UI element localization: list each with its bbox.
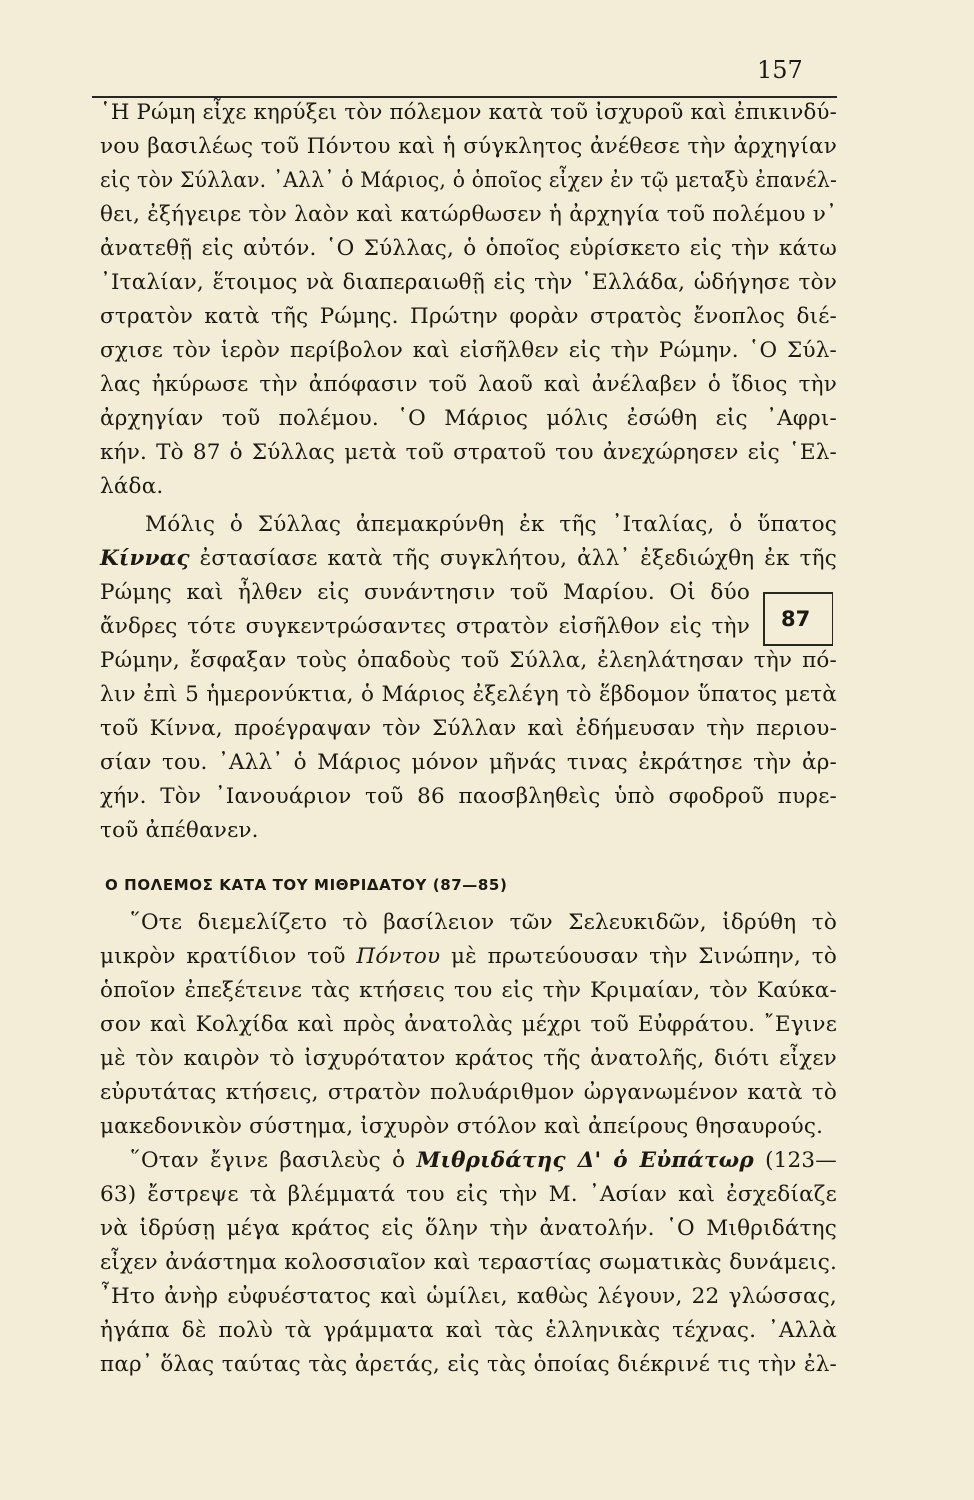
- text-span: ἀνατεθῇ εἰς αὐτόν. ῾Ο Σύλλας, ὁ ὁποῖος εὑρίσκετο εἰς τὴν κάτω: [100, 236, 838, 261]
- text-line: [100, 580, 750, 605]
- text-span: εὐρυτάτας κτήσεις, στρατὸν πολυάριθμον ὠργανωμένον κατὰ τὸ: [100, 1080, 837, 1105]
- text-line: [100, 750, 837, 775]
- text-span: ῞Οταν ἔγινε βασιλεὺς ὁ: [130, 1148, 417, 1173]
- text-span: σχισε τὸν ἱερὸν περίβολον καὶ εἰσῆλθεν εἰς τὴν Ρώμην. ῾Ο Σύλ-: [100, 338, 838, 363]
- text-line: [100, 1046, 837, 1071]
- text-span: λιν ἐπὶ 5 ἡμερονύκτια, ὁ Μάριος ἐξελέγη τὸ ἕβδομον ὕπατος μετὰ: [100, 682, 838, 707]
- text-span: ᾿Ιταλίαν, ἕτοιμος νὰ διαπεραιωθῇ εἰς τὴν ῾Ελλάδα, ὡδήγησε τὸν: [100, 270, 838, 295]
- text-span: μακεδονικὸν σύστημα, ἰσχυρὸν στόλον καὶ ἀπείρους θησαυρούς.: [100, 1114, 824, 1139]
- text-span: (123—: [753, 1148, 837, 1173]
- text-line: [130, 1148, 837, 1173]
- text-span: κήν. Τὸ 87 ὁ Σύλλας μετὰ τοῦ στρατοῦ του ἀνεχώρησεν εἰς ῾Ελ-: [100, 440, 838, 465]
- header-rule: [92, 96, 837, 98]
- bold-term: Κίννας: [100, 546, 190, 571]
- text-span: ἐστασίασε κατὰ τῆς συγκλήτου, ἀλλ᾿ ἐξεδιώχθη ἐκ τῆς: [189, 546, 838, 571]
- text-line: [100, 100, 837, 125]
- text-span: παρ᾿ ὅλας ταύτας τὰς ἀρετάς, εἰς τὰς ὁποίας διέκρινέ τις τὴν ἐλ-: [100, 1352, 838, 1377]
- text-line: [100, 168, 837, 193]
- section-heading: Ο ΠΟΛΕΜΟΣ ΚΑΤΑ ΤΟΥ ΜΙΘΡΙΔΑΤΟΥ (87—85): [105, 876, 508, 894]
- text-span: ῏Ητο ἀνὴρ εὐφυέστατος καὶ ὡμίλει, καθὼς λέγουν, 22 γλώσσας,: [100, 1284, 837, 1309]
- text-span: τοῦ ἀπέθανεν.: [100, 818, 259, 843]
- text-span: σον καὶ Κολχίδα καὶ πρὸς ἀνατολὰς μέχρι τοῦ Εὐφράτου. ῎Εγινε: [100, 1012, 838, 1037]
- text-line: [100, 784, 837, 809]
- text-line: [100, 406, 837, 431]
- text-span: Μόλις ὁ Σύλλας ἀπεμακρύνθη ἐκ τῆς ᾿Ιταλίας, ὁ ὕπατος: [145, 512, 838, 537]
- text-line: [100, 546, 837, 571]
- text-span: ἀρχηγίαν τοῦ πολέμου. ῾Ο Μάριος μόλις ἐσώθη εἰς ᾿Αφρι-: [100, 406, 837, 431]
- text-span: εἰς τὸν Σύλλαν. ᾿Αλλ᾿ ὁ Μάριος, ὁ ὁποῖος εἶχεν ἐν τῷ μεταξὺ ἐπανέλ-: [100, 168, 837, 193]
- italic-term: Πόντου: [356, 944, 441, 969]
- text-line: [130, 910, 837, 935]
- text-span: μὲ τὸν καιρὸν τὸ ἰσχυρότατον κράτος τῆς ἀνατολῆς, διότι εἶχεν: [100, 1046, 837, 1071]
- text-span: εἶχεν ἀνάστημα κολοσσιαῖον καὶ τεραστίας σωματικὰς δυνάμεις.: [100, 1250, 838, 1275]
- text-span: Ρώμης καὶ ἦλθεν εἰς συνάντησιν τοῦ Μαρίου. Οἱ δύο: [100, 580, 750, 605]
- text-span: στρατὸν κατὰ τῆς Ρώμης. Πρώτην φορὰν στρατὸς ἔνοπλος διέ-: [100, 304, 838, 329]
- text-line: [100, 1284, 837, 1309]
- text-span: μὲ πρωτεύουσαν τὴν Σινώπην, τὸ: [440, 944, 837, 969]
- text-line: [100, 1182, 837, 1207]
- text-line: [100, 1080, 837, 1105]
- text-span: τοῦ Κίννα, προέγραψαν τὸν Σύλλαν καὶ ἐδήμευσαν τὴν περιου-: [100, 716, 838, 741]
- text-line: [100, 648, 837, 673]
- text-span: λας ἠκύρωσε τὴν ἀπόφασιν τοῦ λαοῦ καὶ ἀνέλαβεν ὁ ἴδιος τὴν: [100, 372, 838, 397]
- text-span: ἠγάπα δὲ πολὺ τὰ γράμματα καὶ τὰς ἑλληνικὰς τέχνας. ᾿Αλλὰ: [100, 1318, 837, 1343]
- text-line: [145, 512, 837, 537]
- text-line: [100, 978, 837, 1003]
- text-line: [100, 304, 837, 329]
- page-number: 157: [757, 56, 803, 84]
- text-span: ἄνδρες τότε συγκεντρώσαντες στρατὸν εἰσῆλθον εἰς τὴν: [100, 614, 750, 639]
- text-line: [100, 270, 837, 295]
- bold-term: Μιθριδάτης Δ' ὁ Εὐπάτωρ: [416, 1148, 754, 1173]
- text-line: [100, 372, 837, 397]
- text-line: [100, 338, 837, 363]
- text-span: ῞Οτε διεμελίζετο τὸ βασίλειον τῶν Σελευκιδῶν, ἱδρύθη τὸ: [130, 910, 837, 935]
- text-span: νου βασιλέως τοῦ Πόντου καὶ ἡ σύγκλητος ἀνέθεσε τὴν ἀρχηγίαν: [100, 134, 837, 159]
- text-line: [100, 474, 163, 499]
- text-line: [100, 614, 750, 639]
- text-line: [100, 682, 837, 707]
- text-line: [100, 440, 837, 465]
- text-line: [100, 134, 837, 159]
- text-line: [100, 1250, 837, 1275]
- text-span: σίαν του. ᾿Αλλ᾿ ὁ Μάριος μόνον μῆνάς τινας ἐκράτησε τὴν ἀρ-: [100, 750, 838, 775]
- margin-note: 87: [781, 607, 811, 631]
- text-span: χήν. Τὸν ᾿Ιανουάριον τοῦ 86 παοσβληθεὶς ὑπὸ σφοδροῦ πυρε-: [100, 784, 838, 809]
- text-line: [100, 1114, 823, 1139]
- text-span: ῾Η Ρώμη εἶχε κηρύξει τὸν πόλεμον κατὰ τοῦ ἰσχυροῦ καὶ ἐπικινδύ-: [100, 100, 838, 125]
- text-line: [100, 1012, 837, 1037]
- text-line: [100, 1318, 837, 1343]
- text-line: [100, 1352, 837, 1377]
- text-span: ὁποῖον ἐπεξέτεινε τὰς κτήσεις του εἰς τὴν Κριμαίαν, τὸν Καύκα-: [100, 978, 837, 1003]
- text-line: [100, 716, 837, 741]
- margin-note-box: [763, 592, 833, 646]
- text-line: [100, 944, 837, 969]
- text-line: [100, 236, 837, 261]
- text-span: θει, ἐξήγειρε τὸν λαὸν καὶ κατώρθωσεν ἡ ἀρχηγία τοῦ πολέμου ν᾿: [100, 202, 837, 227]
- text-line: [100, 818, 259, 843]
- text-line: [100, 1216, 837, 1241]
- text-span: Ρώμην, ἔσφαξαν τοὺς ὀπαδοὺς τοῦ Σύλλα, ἐλεηλάτησαν τὴν πό-: [100, 648, 838, 673]
- text-span: νὰ ἱδρύσῃ μέγα κράτος εἰς ὅλην τὴν ἀνατολήν. ῾Ο Μιθριδάτης: [100, 1216, 837, 1241]
- text-span: 63) ἔστρεψε τὰ βλέμματά του εἰς τὴν Μ. ᾿Ασίαν καὶ ἐσχεδίαζε: [100, 1182, 837, 1207]
- text-span: λάδα.: [100, 474, 164, 499]
- text-span: μικρὸν κρατίδιον τοῦ: [100, 944, 357, 969]
- text-line: [100, 202, 837, 227]
